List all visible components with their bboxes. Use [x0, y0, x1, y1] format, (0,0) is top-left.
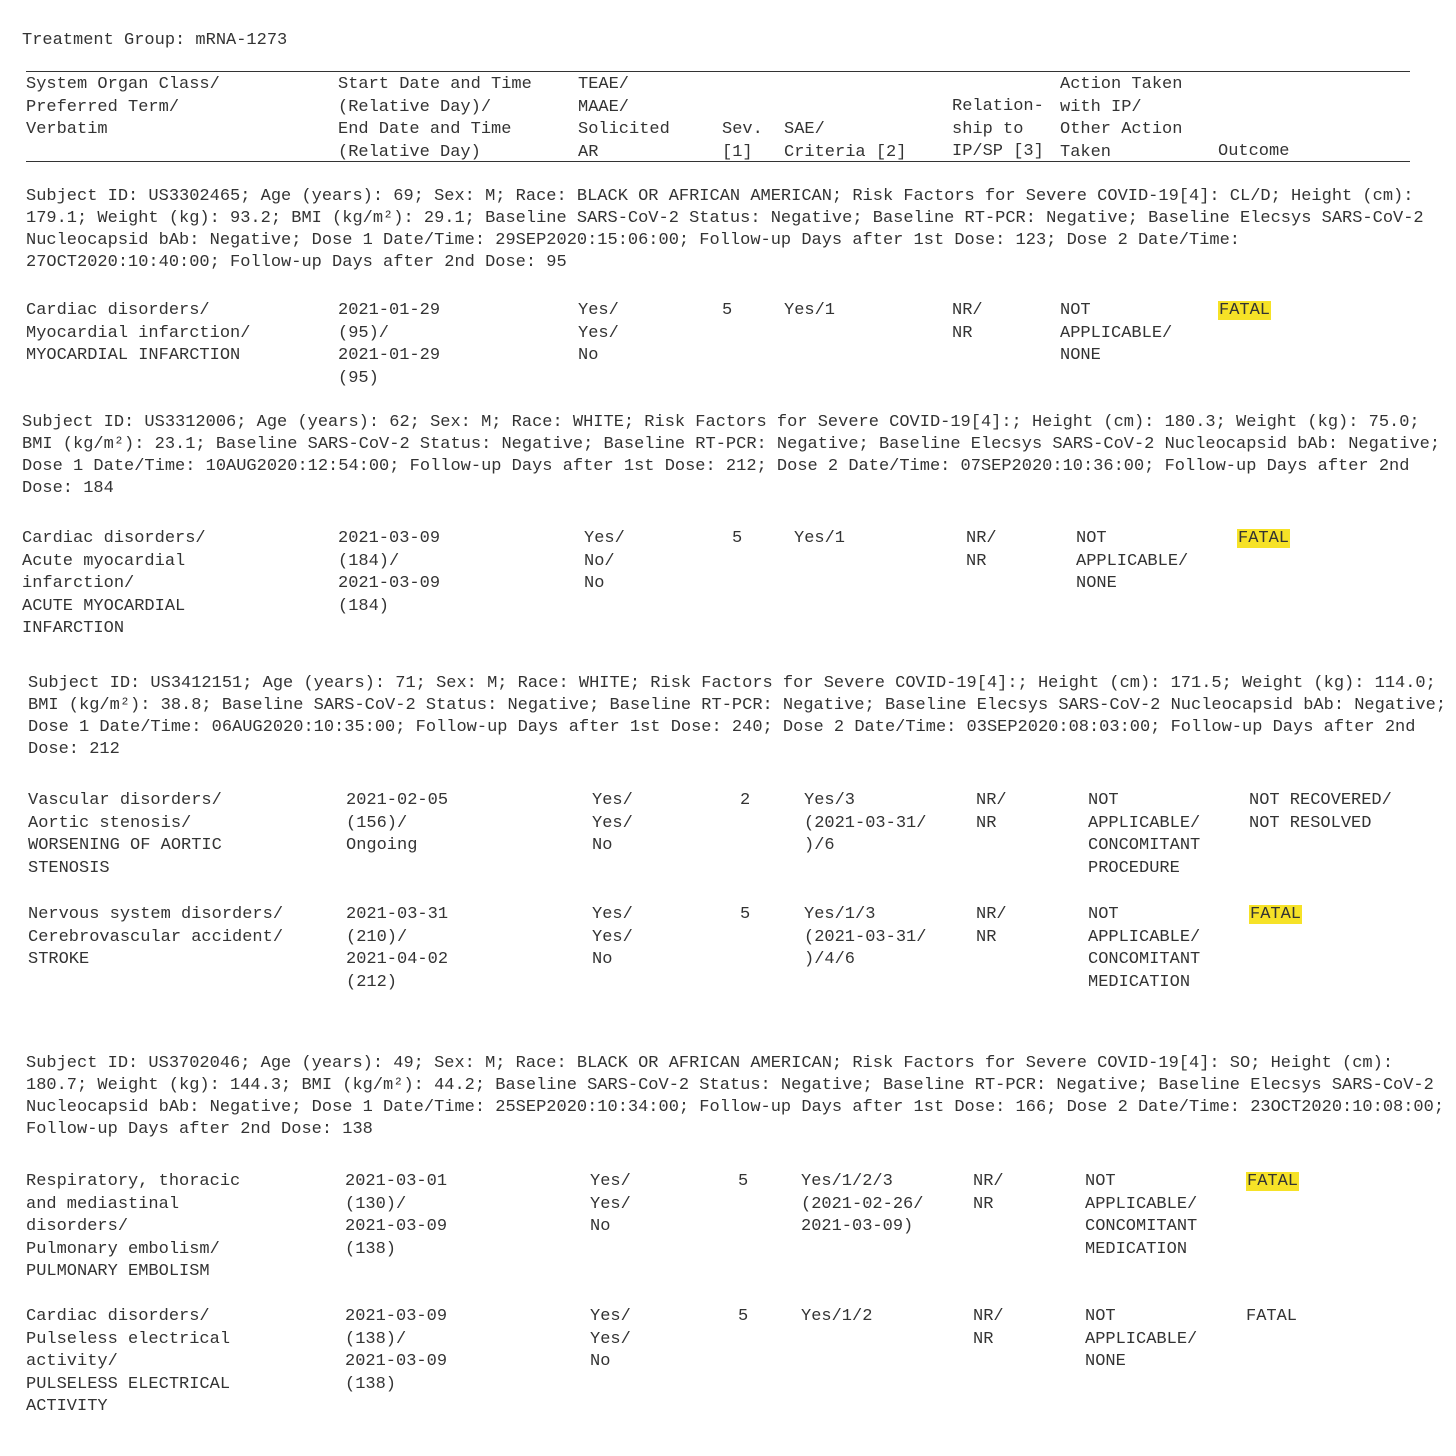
subject-info: Subject ID: US3312006; Age (years): 62; Sex: M; Race: WHITE; Risk Factors for Severe COVID-19[4]:; Height (cm): 180.3; Weight (kg): 75.0; BMI (kg/m²): 23.1; Baseline SARS-CoV-2 Status: Negative; Baseline RT-PCR: Negative; Baseline Elecsys SARS-CoV-2 Nucleocapsid bAb: Negative; Dose 1 Date/Time: 10AUG2020:12:54:00; Follow-up Days after 1st Dose: 212; Dose 2 Date/Time: 07SEP2020:10:36:00; Follow-up Days after 2nd Dose: 184 — [22, 413, 1441, 498]
event-soc: Respiratory, thoracic and mediastinal disorders/ Pulmonary embolism/ PULMONARY EMBOLISM — [26, 1172, 241, 1281]
event-sae: Yes/1/2/3 (2021-02-26/ 2021-03-09) — [801, 1172, 924, 1236]
header-teae: TEAE/ MAAE/ Solicited AR — [578, 75, 670, 162]
event-teae: Yes/ Yes/ No — [578, 301, 619, 365]
event-action: NOT APPLICABLE/ NONE — [1076, 529, 1189, 593]
header-soc: System Organ Class/ Preferred Term/ Verbatim — [26, 75, 220, 139]
subject-info: Subject ID: US3412151; Age (years): 71; Sex: M; Race: WHITE; Risk Factors for Severe COVID-19[4]:; Height (cm): 171.5; Weight (kg): 114.0; BMI (kg/m²): 38.8; Baseline SARS-CoV-2 Status: Negative; Baseline RT-PCR: Negative; Baseline Elecsys SARS-CoV-2 Nucleocapsid bAb: Negative; Dose 1 Date/Time: 06AUG2020:10:35:00; Follow-up Days after 1st Dose: 240; Dose 2 Date/Time: 03SEP2020:08:03:00; Follow-up Days after 2nd Dose: 212 — [28, 674, 1447, 759]
event-sae: Yes/1/3 (2021-03-31/ )/4/6 — [804, 905, 927, 969]
event-severity: 5 — [740, 905, 751, 924]
event-severity: 5 — [738, 1172, 749, 1191]
event-teae: Yes/ Yes/ No — [592, 791, 633, 855]
event-sae: Yes/3 (2021-03-31/ )/6 — [804, 791, 927, 855]
event-severity: 5 — [722, 301, 733, 320]
event-sae: Yes/1 — [794, 529, 846, 548]
event-dates: 2021-03-01 (130)/ 2021-03-09 (138) — [345, 1172, 448, 1259]
event-soc: Cardiac disorders/ Myocardial infarction/ MYOCARDIAL INFARCTION — [26, 301, 251, 365]
header-dates: Start Date and Time (Relative Day)/ End Date and Time (Relative Day) — [338, 75, 532, 162]
event-soc: Vascular disorders/ Aortic stenosis/ WORSENING OF AORTIC STENOSIS — [28, 791, 222, 878]
event-teae: Yes/ Yes/ No — [590, 1172, 631, 1236]
event-action: NOT APPLICABLE/ CONCOMITANT MEDICATION — [1088, 905, 1201, 992]
event-outcome-highlighted: FATAL — [1247, 1172, 1299, 1191]
header-top-rule — [26, 71, 1410, 72]
header-sev: Sev. [1] — [722, 120, 763, 162]
event-relationship: NR/ NR — [973, 1172, 1004, 1214]
header-sae: SAE/ Criteria [2] — [784, 120, 907, 162]
event-teae: Yes/ Yes/ No — [592, 905, 633, 969]
event-severity: 5 — [738, 1307, 749, 1326]
event-outcome-highlighted: FATAL — [1250, 905, 1302, 924]
event-severity: 2 — [740, 791, 751, 810]
event-sae: Yes/1/2 — [801, 1307, 873, 1326]
event-outcome-highlighted: FATAL — [1219, 301, 1271, 320]
event-teae: Yes/ No/ No — [584, 529, 625, 593]
header-action-taken: Action Taken with IP/ Other Action Taken — [1060, 75, 1183, 162]
header-outcome: Outcome — [1218, 142, 1290, 161]
event-relationship: NR/ NR — [966, 529, 997, 571]
header-bottom-rule — [26, 161, 1410, 162]
event-relationship: NR/ NR — [973, 1307, 1004, 1349]
subject-info: Subject ID: US3702046; Age (years): 49; Sex: M; Race: BLACK OR AFRICAN AMERICAN; Risk Factors for Severe COVID-19[4]: SO; Height (cm): 180.7; Weight (kg): 144.3; BMI (kg/m²): 44.2; Baseline SARS-CoV-2 Status: Negative; Baseline RT-PCR: Negative; Baseline Elecsys SARS-CoV-2 Nucleocapsid bAb: Negative; Dose 1 Date/Time: 25SEP2020:10:34:00; Follow-up Days after 1st Dose: 166; Dose 2 Date/Time: 23OCT2020:10:08:00; Follow-up Days after 2nd Dose: 138 — [26, 1054, 1445, 1139]
header-relationship: Relation- ship to IP/SP [3] — [952, 97, 1044, 161]
event-soc: Nervous system disorders/ Cerebrovascular accident/ STROKE — [28, 905, 284, 969]
event-outcome-highlighted: FATAL — [1238, 529, 1290, 548]
event-soc: Cardiac disorders/ Acute myocardial infarction/ ACUTE MYOCARDIAL INFARCTION — [22, 529, 206, 638]
event-dates: 2021-03-31 (210)/ 2021-04-02 (212) — [346, 905, 449, 992]
event-soc: Cardiac disorders/ Pulseless electrical activity/ PULSELESS ELECTRICAL ACTIVITY — [26, 1307, 231, 1416]
subject-info: Subject ID: US3302465; Age (years): 69; Sex: M; Race: BLACK OR AFRICAN AMERICAN; Risk Factors for Severe COVID-19[4]: CL/D; Height (cm): 179.1; Weight (kg): 93.2; BMI (kg/m²): 29.1; Baseline SARS-CoV-2 Status: Negative; Baseline RT-PCR: Negative; Baseline Elecsys SARS-CoV-2 Nucleocapsid bAb: Negative; Dose 1 Date/Time: 29SEP2020:15:06:00; Follow-up Days after 1st Dose: 123; Dose 2 Date/Time: 27OCT2020:10:40:00; Follow-up Days after 2nd Dose: 95 — [26, 187, 1424, 272]
event-dates: 2021-03-09 (184)/ 2021-03-09 (184) — [338, 529, 441, 616]
event-outcome: FATAL — [1246, 1307, 1298, 1326]
event-action: NOT APPLICABLE/ NONE — [1060, 301, 1173, 365]
event-action: NOT APPLICABLE/ NONE — [1085, 1307, 1198, 1371]
event-severity: 5 — [732, 529, 743, 548]
treatment-group-label: Treatment Group: mRNA-1273 — [22, 31, 288, 50]
event-outcome: NOT RECOVERED/ NOT RESOLVED — [1249, 791, 1392, 833]
event-dates: 2021-01-29 (95)/ 2021-01-29 (95) — [338, 301, 441, 388]
event-dates: 2021-02-05 (156)/ Ongoing — [346, 791, 449, 855]
event-action: NOT APPLICABLE/ CONCOMITANT MEDICATION — [1085, 1172, 1198, 1259]
event-relationship: NR/ NR — [976, 791, 1007, 833]
event-teae: Yes/ Yes/ No — [590, 1307, 631, 1371]
event-relationship: NR/ NR — [976, 905, 1007, 947]
event-sae: Yes/1 — [784, 301, 836, 320]
event-action: NOT APPLICABLE/ CONCOMITANT PROCEDURE — [1088, 791, 1201, 878]
event-dates: 2021-03-09 (138)/ 2021-03-09 (138) — [345, 1307, 448, 1394]
event-relationship: NR/ NR — [952, 301, 983, 343]
